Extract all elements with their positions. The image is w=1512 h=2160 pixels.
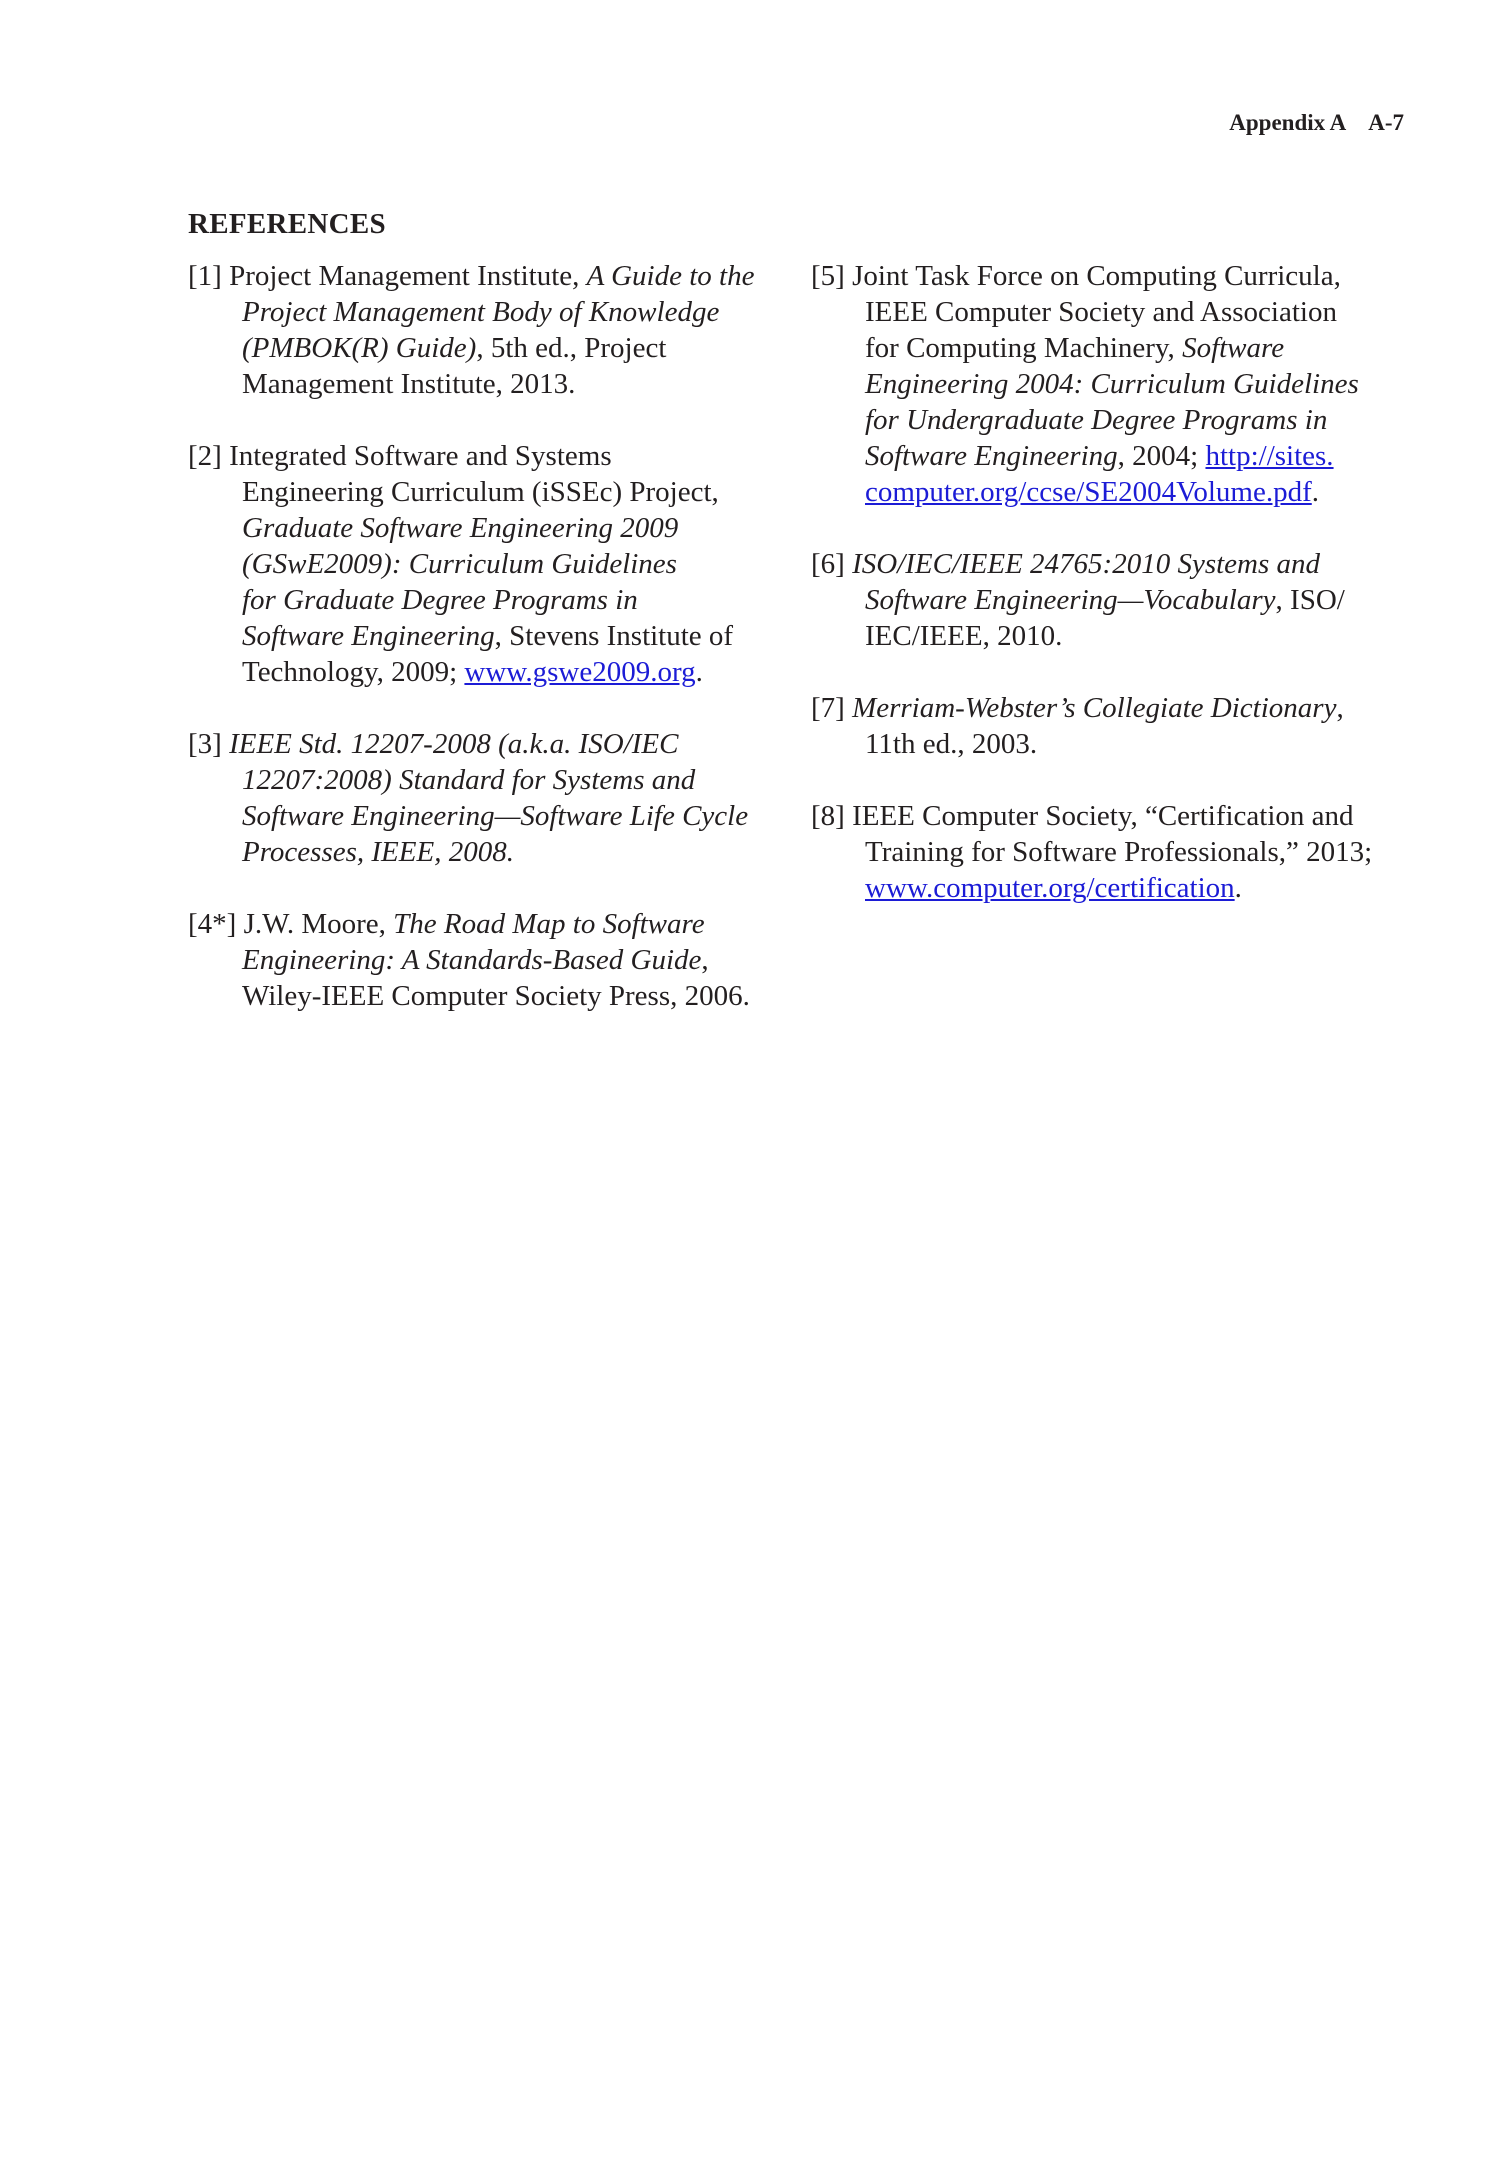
- certification-link[interactable]: www.computer.org/certification: [865, 872, 1235, 904]
- reference-label: [5]: [811, 260, 845, 292]
- reference-label: [3]: [188, 728, 222, 760]
- reference-2: [2] Integrated Software and Systems Engineering Curriculum (iSSEc) Project, Graduate Software Engineering 2009 (GSwE2009): Curriculum Guidelines for Graduate Degree Programs in Software Engineering, Stevens Institute of Technology, 2009; www.gswe2009.org.: [188, 440, 734, 688]
- reference-3: [3] IEEE Std. 12207-2008 (a.k.a. ISO/IEC 12207:2008) Standard for Systems and Software Engineering—Software Life Cycle Processes, IEEE, 2008.: [188, 728, 749, 868]
- reference-7: [7] Merriam-Webster’s Collegiate Dictionary, 11th ed., 2003.: [811, 692, 1344, 760]
- reference-label: [6]: [811, 548, 845, 580]
- se2004-link-part1[interactable]: http://sites.: [1205, 440, 1334, 472]
- reference-label: [4*]: [188, 908, 237, 940]
- reference-label: [7]: [811, 692, 845, 724]
- page-number: A-7: [1368, 110, 1404, 135]
- se2004-link-part2[interactable]: computer.org/ccse/SE2004Volume.pdf: [865, 476, 1312, 508]
- running-head: [1229, 110, 1404, 136]
- reference-1: [1] Project Management Institute, A Guide to the Project Management Body of Knowledge (PMBOK(R) Guide), 5th ed., Project Management Institute, 2013.: [188, 260, 755, 400]
- reference-label: [1]: [188, 260, 222, 292]
- reference-8: [8] IEEE Computer Society, “Certification and Training for Software Professionals,” 2013; www.computer.org/certification.: [811, 800, 1373, 904]
- references-heading: REFERENCES: [188, 208, 386, 240]
- references-right-column: [811, 258, 1411, 942]
- reference-title: A Guide to the: [586, 260, 755, 292]
- reference-4: [4*] J.W. Moore, The Road Map to Software Engineering: A Standards-Based Guide, Wiley-IEEE Computer Society Press, 2006.: [188, 908, 750, 1012]
- reference-label: [8]: [811, 800, 845, 832]
- gswe2009-link[interactable]: www.gswe2009.org: [464, 656, 696, 688]
- references-left-column: [188, 258, 788, 1050]
- reference-6: [6] ISO/IEC/IEEE 24765:2010 Systems and Software Engineering—Vocabulary, ISO/ IEC/IEEE, 2010.: [811, 548, 1345, 652]
- running-head-section: Appendix A: [1229, 110, 1347, 135]
- reference-5: [5] Joint Task Force on Computing Curricula, IEEE Computer Society and Association for Computing Machinery, Software Engineering 2004: Curriculum Guidelines for Undergraduate Degree Programs in Software Engineering, 2004; http://sites. computer.org/ccse/SE2004Volume.pdf.: [811, 260, 1359, 508]
- reference-label: [2]: [188, 440, 222, 472]
